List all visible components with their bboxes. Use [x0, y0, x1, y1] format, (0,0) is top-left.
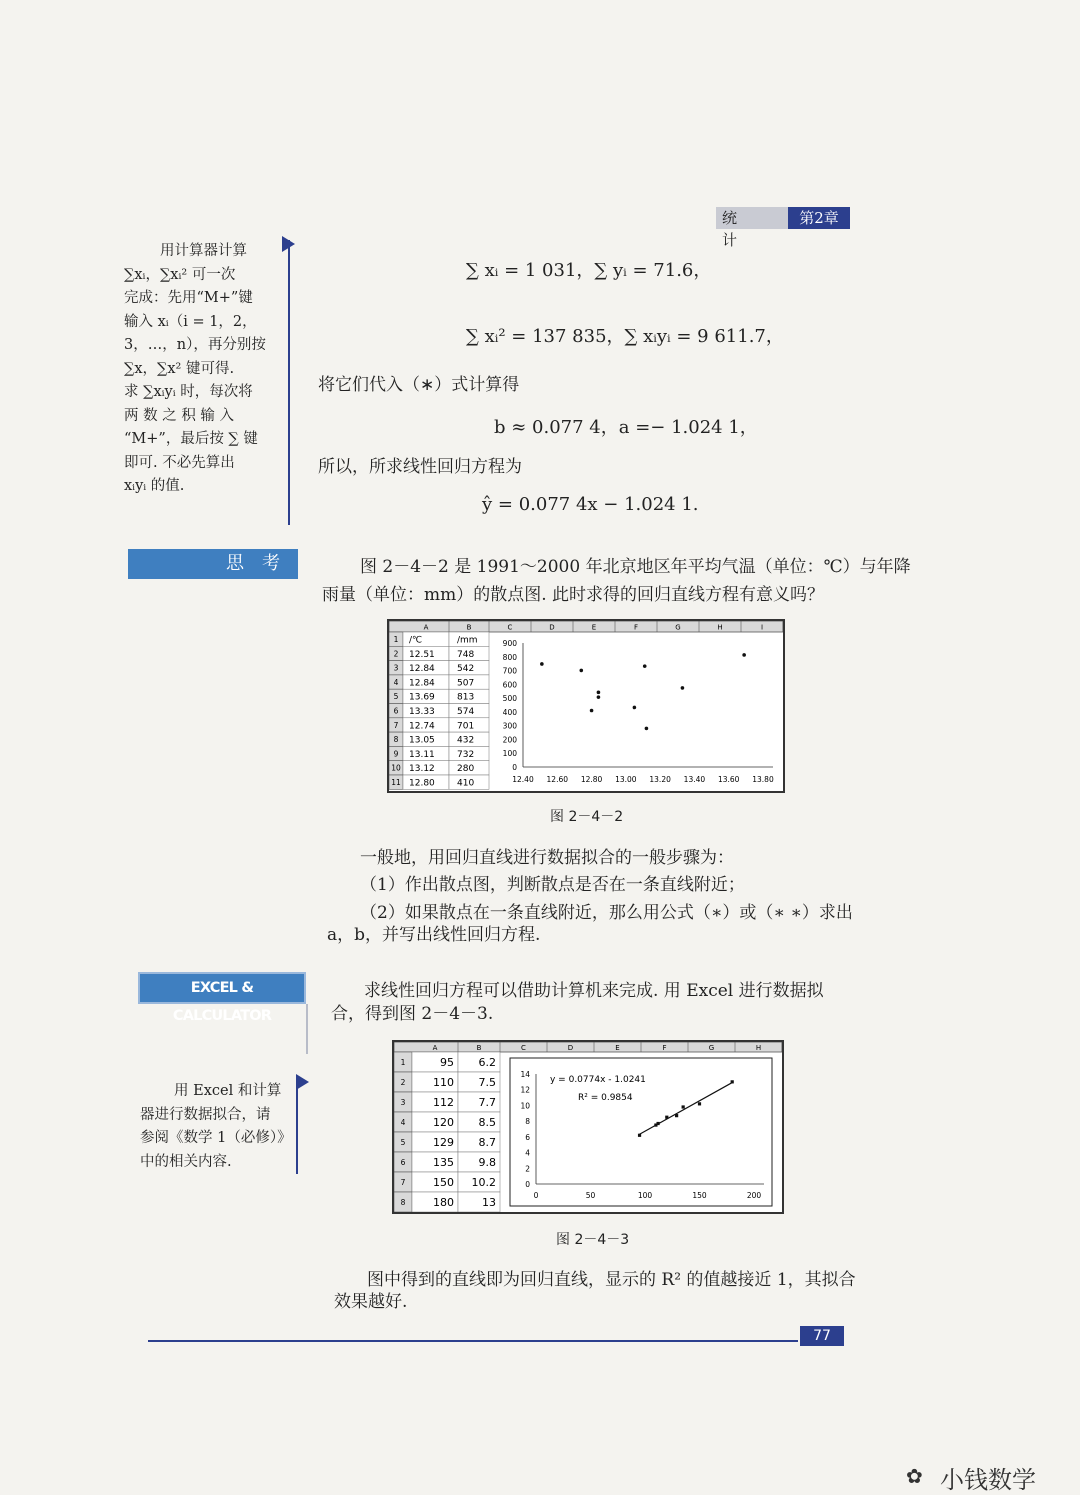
side-note-line: ∑x，∑x² 键可得. — [124, 360, 235, 377]
y-tick-label: 14 — [520, 1070, 530, 1079]
x-tick-label: 12.40 — [512, 775, 534, 784]
y-tick-label: 2 — [525, 1164, 530, 1174]
cell-value-x: 135 — [433, 1156, 454, 1169]
column-letter: G — [675, 623, 681, 632]
cell-value-y: 6.2 — [478, 1056, 496, 1069]
y-tick-label: 6 — [525, 1132, 530, 1142]
wechat-icon: ✿ — [906, 1464, 923, 1488]
cell-value-rainfall: 280 — [457, 764, 475, 775]
y-tick-label: 0 — [512, 763, 517, 772]
row-number: 6 — [400, 1158, 406, 1167]
data-point — [681, 686, 685, 690]
side-note-line: 中的相关内容. — [140, 1153, 232, 1170]
side-note-line: ∑xᵢ，∑xᵢ² 可一次 — [124, 266, 236, 283]
steps-intro: 一般地，用回归直线进行数据拟合的一般步骤为： — [360, 848, 734, 868]
cell-value-temperature: /℃ — [409, 635, 423, 646]
spreadsheet-fig-2-4-2 — [387, 619, 785, 793]
y-tick-label: 12 — [520, 1085, 530, 1095]
side-note-line: 两 数 之 积 输 入 — [124, 407, 235, 424]
spreadsheet-fig-2-4-3 — [392, 1040, 784, 1214]
excel-calculator-label — [138, 972, 306, 1024]
side-note-line: xᵢyᵢ 的值. — [124, 478, 185, 494]
cell-value-rainfall: /mm — [457, 635, 478, 646]
column-letter: F — [633, 623, 639, 632]
row-number: 6 — [393, 706, 399, 716]
watermark: 小钱数学 — [940, 1466, 1036, 1494]
think-label-text: 思 考 — [226, 553, 280, 574]
y-tick-label: 600 — [502, 680, 517, 690]
side-note-line: 即可. 不必先算出 — [124, 454, 235, 471]
data-point — [656, 1122, 659, 1125]
cell-value-x: 129 — [433, 1136, 454, 1149]
cell-value-y: 8.7 — [478, 1136, 496, 1149]
cell-value-rainfall: 507 — [457, 678, 475, 689]
row-number: 11 — [391, 778, 401, 787]
step-2b: a，b，并写出线性回归方程. — [327, 925, 541, 945]
chapter-header — [716, 207, 850, 249]
y-tick-label: 8 — [525, 1117, 530, 1127]
figure-caption-2: 图 2－4－3 — [556, 1232, 630, 1248]
cell-value-y: 8.5 — [478, 1116, 496, 1129]
x-tick-label: 13.40 — [683, 775, 706, 784]
cell-value-temperature: 12.84 — [409, 678, 435, 689]
data-point — [597, 695, 601, 699]
y-tick-label: 4 — [525, 1148, 530, 1158]
side-note-line: 用计算器计算 — [160, 243, 247, 259]
formula-coefficients: b ≈ 0.077 4，a =− 1.024 1， — [494, 417, 758, 438]
y-tick-label: 0 — [525, 1180, 530, 1189]
section-title: 统 计 — [716, 207, 788, 229]
column-letter: D — [549, 623, 555, 632]
excel-text-1: 求线性回归方程可以借助计算机来完成. 用 Excel 进行数据拟 — [364, 981, 824, 1001]
row-number: 4 — [393, 677, 399, 687]
cell-value-x: 180 — [433, 1196, 454, 1209]
column-letter: D — [567, 1044, 574, 1052]
scatter-chart-temperature-rainfall — [389, 621, 783, 791]
data-point — [698, 1102, 701, 1105]
data-point — [597, 691, 601, 695]
column-letter: F — [662, 1044, 667, 1052]
cell-value-temperature: 13.05 — [409, 735, 435, 746]
regression-equation-label: y = 0.0774x - 1.0241 — [550, 1075, 646, 1085]
y-tick-label: 100 — [502, 749, 517, 759]
column-letter: G — [708, 1044, 715, 1052]
cell-value-x: 150 — [433, 1176, 454, 1189]
cell-value-temperature: 12.74 — [409, 721, 435, 732]
cell-value-x: 112 — [433, 1096, 454, 1109]
cell-value-y: 10.2 — [471, 1176, 496, 1189]
y-tick-label: 10 — [520, 1101, 530, 1111]
regression-intro: 所以，所求线性回归方程为 — [318, 457, 522, 477]
regression-equation: ŷ = 0.077 4x − 1.024 1. — [482, 494, 699, 515]
cell-value-rainfall: 432 — [457, 735, 475, 746]
row-number: 2 — [400, 1078, 406, 1087]
x-tick-label: 13.80 — [752, 775, 774, 784]
row-number: 7 — [393, 720, 399, 730]
column-letter: A — [432, 1044, 438, 1052]
data-point — [682, 1105, 685, 1108]
row-number: 5 — [393, 692, 399, 702]
y-tick-label: 500 — [502, 694, 517, 704]
cell-value-temperature: 12.51 — [409, 649, 435, 660]
side-note-line: 求 ∑xᵢyᵢ 时，每次将 — [124, 384, 253, 400]
column-letter: B — [466, 623, 472, 632]
cell-value-rainfall: 748 — [457, 649, 475, 660]
excel-text-2: 合，得到图 2－4－3. — [331, 1004, 494, 1024]
row-number: 8 — [400, 1198, 406, 1207]
cell-value-rainfall: 813 — [457, 692, 475, 703]
cell-value-temperature: 12.80 — [409, 778, 435, 789]
side-note-excel — [140, 1080, 298, 1174]
row-number: 7 — [400, 1178, 406, 1187]
cell-value-y: 9.8 — [478, 1156, 496, 1169]
page-number: 77 — [800, 1326, 844, 1346]
chapter-label: 第2章 — [788, 207, 850, 229]
y-tick-label: 800 — [502, 652, 517, 662]
row-number: 4 — [400, 1118, 406, 1127]
x-tick-label: 0 — [533, 1191, 539, 1200]
y-tick-label: 300 — [502, 721, 517, 731]
column-letter: C — [507, 623, 513, 632]
side-note-line: 参阅《数学 1（必修）》 — [140, 1130, 292, 1146]
figure-caption-1: 图 2－4－2 — [550, 809, 624, 825]
step-1: （1）作出散点图，判断散点是否在一条直线附近； — [360, 875, 745, 895]
x-tick-label: 50 — [585, 1191, 596, 1200]
cell-value-rainfall: 701 — [457, 721, 475, 732]
row-number: 3 — [400, 1098, 406, 1107]
data-point — [638, 1134, 641, 1137]
x-tick-label: 12.80 — [580, 775, 603, 784]
data-point — [540, 662, 544, 666]
row-number: 1 — [400, 1058, 406, 1067]
column-letter: B — [476, 1044, 482, 1052]
column-letter: H — [717, 623, 723, 632]
cell-value-temperature: 13.12 — [409, 764, 435, 775]
data-point — [742, 653, 746, 657]
x-tick-label: 200 — [746, 1191, 762, 1200]
y-tick-label: 200 — [502, 735, 517, 745]
think-label — [128, 549, 298, 579]
cell-value-rainfall: 574 — [457, 707, 475, 717]
side-note-line: 输入 xᵢ（i = 1，2， — [124, 313, 257, 330]
x-tick-label: 150 — [692, 1191, 707, 1200]
data-point — [665, 1116, 668, 1119]
formula-sums-2: ∑ xᵢ² = 137 835，∑ xᵢyᵢ = 9 611.7， — [466, 326, 784, 347]
y-tick-label: 900 — [502, 639, 517, 648]
row-number: 10 — [391, 763, 401, 773]
cell-value-y: 13 — [482, 1196, 496, 1209]
footer-rule — [148, 1340, 798, 1342]
row-number: 5 — [400, 1138, 406, 1147]
row-number: 3 — [393, 663, 399, 673]
think-text-2: 雨量（单位：mm）的散点图. 此时求得的回归直线方程有意义吗？ — [322, 585, 825, 605]
data-point — [579, 669, 583, 673]
side-note-line: 器进行数据拟合，请 — [140, 1106, 271, 1123]
cell-value-rainfall: 542 — [457, 664, 475, 675]
excel-band-divider — [306, 1004, 308, 1054]
cell-value-rainfall: 410 — [457, 778, 475, 789]
r-squared-label: R² = 0.9854 — [578, 1093, 633, 1103]
side-note-line: “M+”，最后按 ∑ 键 — [124, 431, 258, 447]
row-number: 2 — [393, 649, 399, 659]
x-tick-label: 12.60 — [546, 775, 569, 784]
column-letter: I — [760, 623, 764, 632]
cell-value-rainfall: 732 — [457, 749, 475, 760]
x-tick-label: 100 — [637, 1191, 653, 1200]
cell-value-y: 7.5 — [478, 1076, 496, 1089]
formula-sums-1: ∑ xᵢ = 1 031，∑ yᵢ = 71.6， — [466, 260, 712, 281]
data-point — [731, 1080, 734, 1083]
side-note-calculator — [124, 240, 290, 525]
cell-value-temperature: 12.84 — [409, 664, 435, 675]
scatter-chart-regression-fit — [394, 1042, 782, 1212]
cell-value-temperature: 13.11 — [409, 749, 435, 760]
column-header-row — [389, 621, 783, 632]
data-point — [590, 709, 594, 713]
cell-value-temperature: 13.69 — [409, 692, 435, 703]
cell-value-y: 7.7 — [478, 1096, 496, 1109]
x-tick-label: 13.00 — [615, 775, 637, 784]
cell-value-x: 120 — [433, 1116, 454, 1129]
x-tick-label: 13.60 — [717, 775, 740, 784]
column-letter: H — [755, 1044, 762, 1052]
y-tick-label: 700 — [502, 666, 517, 676]
y-tick-label: 400 — [502, 707, 517, 717]
column-letter: E — [591, 623, 597, 632]
side-note-line: 完成：先用“M+”键 — [124, 290, 253, 306]
data-point — [633, 706, 637, 710]
column-letter: A — [423, 623, 429, 632]
data-point — [675, 1114, 678, 1117]
cell-value-x: 110 — [433, 1076, 454, 1089]
data-point — [645, 727, 649, 731]
think-text-1: 图 2－4－2 是 1991～2000 年北京地区年平均气温（单位：℃）与年降 — [360, 557, 911, 577]
cell-value-temperature: 13.33 — [409, 707, 435, 717]
column-letter: E — [615, 1044, 620, 1052]
row-number: 9 — [393, 749, 399, 759]
row-number: 1 — [393, 635, 399, 644]
step-2a: （2）如果散点在一条直线附近，那么用公式（∗）或（∗ ∗）求出 — [360, 903, 853, 923]
side-note-line: 3，…，n），再分别按 — [124, 337, 266, 353]
column-header-row — [394, 1042, 782, 1052]
formula-intro: 将它们代入（∗）式计算得 — [318, 375, 520, 395]
x-tick-label: 13.20 — [649, 775, 671, 784]
column-letter: C — [521, 1044, 526, 1052]
row-number: 8 — [393, 735, 399, 745]
data-point — [643, 664, 647, 668]
conclusion-text-2: 效果越好. — [334, 1292, 408, 1312]
side-note-line: 用 Excel 和计算 — [174, 1083, 282, 1099]
conclusion-text-1: 图中得到的直线即为回归直线，显示的 R² 的值越接近 1，其拟合 — [367, 1270, 856, 1290]
cell-value-x: 95 — [440, 1056, 454, 1069]
excel-calculator-label-text: EXCEL & CALCULATOR — [172, 980, 272, 1024]
